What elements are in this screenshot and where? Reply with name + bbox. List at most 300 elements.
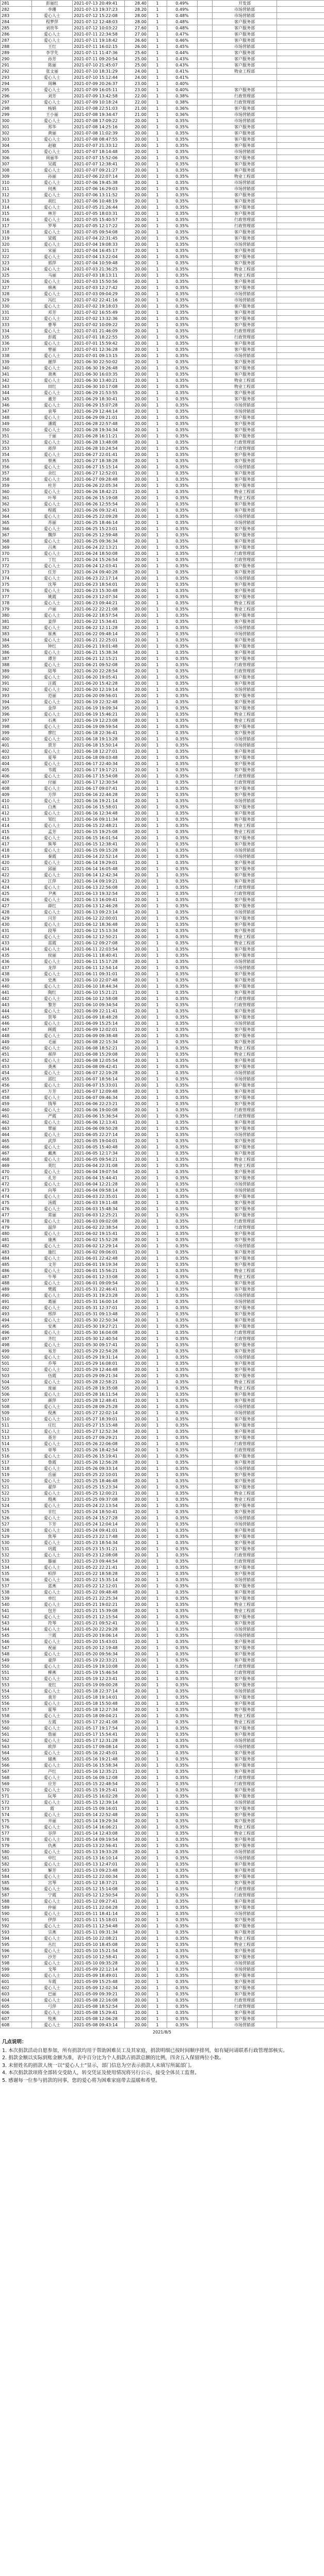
donation-count-cell: 1 — [148, 1138, 167, 1144]
donation-count-cell: 1 — [148, 1521, 167, 1528]
donation-amount-cell: 20.00 — [125, 1064, 148, 1070]
donor-name-cell: 爱心人士 — [32, 1713, 73, 1719]
row-number-cell: 381 — [1, 619, 32, 625]
blank-cell — [198, 1744, 213, 1750]
table-row — [1, 1082, 324, 1089]
donation-count-cell: 1 — [148, 347, 167, 353]
extra-blank-cell — [277, 180, 324, 186]
blank-cell — [198, 1565, 213, 1571]
department-cell: 行政管理部 — [213, 328, 277, 334]
department-cell: 客户服务部 — [213, 1905, 277, 1911]
donation-amount-cell: 20.00 — [125, 409, 148, 415]
donation-amount-cell: 20.00 — [125, 254, 148, 260]
donation-time-cell: 2021-05-22 12:12:01 — [73, 1583, 125, 1589]
donor-name-cell: 爱心人士 — [32, 266, 73, 273]
donation-percent-cell: 0.35% — [167, 1664, 198, 1670]
donation-percent-cell: 0.35% — [167, 1596, 198, 1602]
donation-count-cell: 1 — [148, 1194, 167, 1200]
donation-count-cell: 1 — [148, 1843, 167, 1849]
blank-cell — [198, 1707, 213, 1713]
table-row — [1, 613, 324, 619]
donation-time-cell: 2021-05-17 19:17:54 — [73, 1725, 125, 1732]
donation-count-cell: 1 — [148, 823, 167, 829]
donor-name-cell: 仇燕 — [32, 1843, 73, 1849]
donation-percent-cell: 0.35% — [167, 1441, 198, 1447]
department-cell: 行政管理部 — [213, 2004, 277, 2010]
table-row — [1, 1664, 324, 1670]
donation-count-cell: 1 — [148, 130, 167, 137]
donation-percent-cell: 0.35% — [167, 359, 198, 365]
department-cell: 物业工程部 — [213, 489, 277, 495]
row-number-cell: 552 — [1, 1676, 32, 1682]
department-cell: 客户服务部 — [213, 1286, 277, 1293]
donor-name-cell: 范丽 — [32, 693, 73, 699]
table-row — [1, 353, 324, 359]
donation-time-cell: 2021-05-23 09:44:54 — [73, 1558, 125, 1565]
donation-percent-cell: 0.35% — [167, 1973, 198, 1979]
donation-percent-cell: 0.35% — [167, 1070, 198, 1076]
donation-percent-cell: 0.35% — [167, 1021, 198, 1027]
table-row — [1, 742, 324, 749]
donation-percent-cell: 0.35% — [167, 1373, 198, 1379]
donor-name-cell: 爱心人士 — [32, 1602, 73, 1608]
donation-percent-cell: 0.35% — [167, 1490, 198, 1497]
donation-count-cell: 1 — [148, 1, 167, 7]
donation-count-cell: 1 — [148, 464, 167, 470]
extra-blank-cell — [277, 1744, 324, 1750]
extra-blank-cell — [277, 730, 324, 736]
row-number-cell: 466 — [1, 1144, 32, 1150]
donation-amount-cell: 20.00 — [125, 310, 148, 316]
table-row — [1, 674, 324, 681]
extra-blank-cell — [277, 1762, 324, 1769]
department-cell: 市场营销部 — [213, 625, 277, 631]
extra-blank-cell — [277, 792, 324, 798]
donation-count-cell: 1 — [148, 742, 167, 749]
blank-cell — [198, 1694, 213, 1701]
donor-name-cell: 魏萍 — [32, 532, 73, 538]
table-row — [1, 1818, 324, 1824]
donor-name-cell: 爱心人士 — [32, 1367, 73, 1373]
donation-amount-cell: 20.00 — [125, 532, 148, 538]
donation-count-cell: 1 — [148, 1293, 167, 1299]
donor-name-cell: 柏萍 — [32, 1571, 73, 1577]
donation-count-cell: 1 — [148, 1064, 167, 1070]
donation-percent-cell: 0.35% — [167, 1422, 198, 1429]
blank-cell — [198, 662, 213, 668]
blank-cell — [198, 470, 213, 477]
blank-cell — [198, 1138, 213, 1144]
donation-time-cell: 2021-06-15 19:25:08 — [73, 829, 125, 835]
table-row — [1, 594, 324, 600]
donation-percent-cell: 0.35% — [167, 452, 198, 458]
table-row — [1, 1150, 324, 1157]
donation-amount-cell: 20.00 — [125, 137, 148, 143]
donation-time-cell: 2021-06-27 22:01:41 — [73, 452, 125, 458]
department-cell: 客户服务部 — [213, 1818, 277, 1824]
donation-time-cell: 2021-06-26 09:32:41 — [73, 507, 125, 514]
department-cell: 客户服务部 — [213, 1571, 277, 1577]
donor-name-cell: 周琳 — [32, 81, 73, 87]
department-cell: 物业工程部 — [213, 1045, 277, 1052]
donor-name-cell: 爱心人士 — [32, 1960, 73, 1967]
donation-count-cell: 1 — [148, 940, 167, 946]
department-cell: 市场营销部 — [213, 575, 277, 582]
donation-percent-cell: 0.35% — [167, 1107, 198, 1113]
table-row — [1, 1175, 324, 1181]
donation-time-cell: 2021-05-14 09:19:54 — [73, 1837, 125, 1843]
donation-time-cell: 2021-07-06 19:45:38 — [73, 180, 125, 186]
donor-name-cell: 蔡燕 — [32, 458, 73, 464]
donation-time-cell: 2021-07-05 12:17:22 — [73, 223, 125, 229]
department-cell: 市场营销部 — [213, 1070, 277, 1076]
department-cell: 市场营销部 — [213, 959, 277, 965]
donation-amount-cell: 23.00 — [125, 81, 148, 87]
donation-amount-cell: 20.00 — [125, 1453, 148, 1460]
extra-blank-cell — [277, 866, 324, 872]
donor-name-cell: 殷燕 — [32, 1497, 73, 1503]
extra-blank-cell — [277, 452, 324, 458]
donation-time-cell: 2021-06-23 09:44:21 — [73, 600, 125, 606]
extra-blank-cell — [277, 681, 324, 687]
extra-blank-cell — [277, 1657, 324, 1664]
extra-blank-cell — [277, 143, 324, 149]
donation-count-cell: 1 — [148, 786, 167, 792]
department-cell: 客户服务部 — [213, 167, 277, 174]
donation-time-cell: 2021-06-10 22:07:48 — [73, 977, 125, 984]
blank-cell — [198, 1596, 213, 1602]
donation-count-cell: 1 — [148, 1936, 167, 1942]
row-number-cell: 524 — [1, 1503, 32, 1509]
department-cell: 物业工程部 — [213, 1052, 277, 1058]
row-number-cell: 441 — [1, 990, 32, 996]
donation-time-cell: 2021-06-26 12:55:54 — [73, 501, 125, 507]
donation-amount-cell: 20.00 — [125, 1398, 148, 1404]
donation-percent-cell: 0.35% — [167, 1744, 198, 1750]
donation-count-cell: 1 — [148, 1880, 167, 1886]
donor-name-cell: 爱心人士 — [32, 1218, 73, 1225]
donor-name-cell: 爱心人士 — [32, 303, 73, 310]
donation-percent-cell: 0.35% — [167, 1948, 198, 1954]
table-row — [1, 940, 324, 946]
donation-amount-cell: 20.00 — [125, 1138, 148, 1144]
extra-blank-cell — [277, 755, 324, 761]
donation-time-cell: 2021-05-27 15:15:48 — [73, 1422, 125, 1429]
donation-amount-cell: 20.00 — [125, 823, 148, 829]
table-row — [1, 1843, 324, 1849]
donation-count-cell: 1 — [148, 452, 167, 458]
donation-time-cell: 2021-07-13 20:49:41 — [73, 1, 125, 7]
extra-blank-cell — [277, 1354, 324, 1361]
donor-name-cell: 曾丽 — [32, 347, 73, 353]
department-cell: 市场营销部 — [213, 112, 277, 118]
department-cell: 物业工程部 — [213, 600, 277, 606]
donation-count-cell: 1 — [148, 1070, 167, 1076]
blank-cell — [198, 1874, 213, 1880]
donation-percent-cell: 0.35% — [167, 643, 198, 650]
donation-percent-cell: 0.35% — [167, 662, 198, 668]
department-cell: 客户服务部 — [213, 1540, 277, 1546]
donation-time-cell: 2021-05-11 18:41:14 — [73, 1911, 125, 1917]
donation-count-cell: 1 — [148, 551, 167, 557]
donation-amount-cell: 20.00 — [125, 1707, 148, 1713]
donation-time-cell: 2021-07-01 21:46:09 — [73, 328, 125, 334]
department-cell: 客户服务部 — [213, 1917, 277, 1923]
table-row — [1, 1577, 324, 1583]
department-cell: 客户服务部 — [213, 1311, 277, 1317]
blank-cell — [198, 198, 213, 205]
donation-count-cell: 1 — [148, 916, 167, 922]
donation-amount-cell: 20.00 — [125, 378, 148, 384]
extra-blank-cell — [277, 1274, 324, 1280]
donation-amount-cell: 20.00 — [125, 507, 148, 514]
department-cell: 行政管理部 — [213, 1336, 277, 1342]
donation-percent-cell: 0.35% — [167, 297, 198, 303]
table-row — [1, 1311, 324, 1317]
row-number-cell: 561 — [1, 1732, 32, 1738]
donor-name-cell: 爱心人士 — [32, 254, 73, 260]
donor-name-cell: 爱心人士 — [32, 452, 73, 458]
blank-cell — [198, 1917, 213, 1923]
donation-amount-cell: 20.00 — [125, 1373, 148, 1379]
donor-name-cell: 林芳 — [32, 211, 73, 217]
blank-cell — [198, 266, 213, 273]
extra-blank-cell — [277, 1039, 324, 1045]
donor-name-cell: 爱心人士 — [32, 1305, 73, 1311]
donation-percent-cell: 0.35% — [167, 1064, 198, 1070]
donation-time-cell: 2021-06-24 15:26:54 — [73, 557, 125, 563]
donation-amount-cell: 20.00 — [125, 1849, 148, 1855]
table-row — [1, 1719, 324, 1725]
table-row — [1, 600, 324, 606]
donation-amount-cell: 20.00 — [125, 773, 148, 779]
donor-name-cell: 爱心人士 — [32, 551, 73, 557]
table-row — [1, 254, 324, 260]
table-row — [1, 1837, 324, 1843]
blank-cell — [198, 656, 213, 662]
department-cell: 市场营销部 — [213, 520, 277, 526]
table-row — [1, 1985, 324, 1991]
donor-name-cell: 祝丽 — [32, 1645, 73, 1651]
donation-amount-cell: 20.00 — [125, 458, 148, 464]
donation-percent-cell: 0.35% — [167, 563, 198, 569]
donation-percent-cell: 0.35% — [167, 1849, 198, 1855]
row-number-cell: 525 — [1, 1509, 32, 1515]
table-row — [1, 1435, 324, 1441]
donation-percent-cell: 0.35% — [167, 699, 198, 705]
donation-count-cell: 1 — [148, 19, 167, 25]
extra-blank-cell — [277, 81, 324, 87]
extra-blank-cell — [277, 477, 324, 483]
donation-percent-cell: 0.35% — [167, 1305, 198, 1311]
donor-name-cell: 爱心人士 — [32, 848, 73, 854]
department-cell: 行政管理部 — [213, 885, 277, 891]
donation-amount-cell: 20.00 — [125, 235, 148, 242]
donation-time-cell: 2021-07-09 13:42:58 — [73, 93, 125, 99]
row-number-cell: 402 — [1, 749, 32, 755]
donation-count-cell: 1 — [148, 1058, 167, 1064]
row-number-cell: 357 — [1, 470, 32, 477]
department-cell: 市场营销部 — [213, 798, 277, 804]
donation-count-cell: 1 — [148, 50, 167, 56]
donation-amount-cell: 20.00 — [125, 2016, 148, 2022]
blank-cell — [198, 1095, 213, 1101]
extra-blank-cell — [277, 1398, 324, 1404]
donor-name-cell: 爱心人士 — [32, 1528, 73, 1534]
extra-blank-cell — [277, 1651, 324, 1657]
donation-count-cell: 1 — [148, 1268, 167, 1274]
blank-cell — [198, 273, 213, 279]
extra-blank-cell — [277, 7, 324, 13]
donation-percent-cell: 0.35% — [167, 402, 198, 409]
donation-time-cell: 2021-06-05 15:40:48 — [73, 1144, 125, 1150]
donation-amount-cell: 20.00 — [125, 316, 148, 322]
row-number-cell: 459 — [1, 1101, 32, 1107]
table-row — [1, 1188, 324, 1194]
donation-time-cell: 2021-06-16 19:21:14 — [73, 798, 125, 804]
row-number-cell: 554 — [1, 1688, 32, 1694]
blank-cell — [198, 1769, 213, 1775]
table-row — [1, 1967, 324, 1973]
row-number-cell: 566 — [1, 1762, 32, 1769]
department-cell: 物业工程部 — [213, 266, 277, 273]
extra-blank-cell — [277, 1361, 324, 1367]
donation-time-cell: 2021-07-08 19:34:47 — [73, 112, 125, 118]
donation-count-cell: 1 — [148, 1868, 167, 1874]
donor-name-cell: 秦霞 — [32, 854, 73, 860]
row-number-cell: 348 — [1, 415, 32, 421]
blank-cell — [198, 1831, 213, 1837]
donation-amount-cell: 20.00 — [125, 1670, 148, 1676]
table-row — [1, 501, 324, 507]
table-row — [1, 483, 324, 489]
donation-count-cell: 1 — [148, 1435, 167, 1441]
donation-amount-cell: 20.00 — [125, 1725, 148, 1732]
table-row — [1, 1138, 324, 1144]
table-row — [1, 965, 324, 971]
row-number-cell: 468 — [1, 1157, 32, 1163]
extra-blank-cell — [277, 1429, 324, 1435]
donation-percent-cell: 0.35% — [167, 439, 198, 446]
blank-cell — [198, 291, 213, 297]
row-number-cell: 361 — [1, 495, 32, 501]
donation-amount-cell: 20.00 — [125, 1868, 148, 1874]
donation-amount-cell: 20.00 — [125, 1824, 148, 1831]
row-number-cell: 320 — [1, 242, 32, 248]
donation-percent-cell: 0.35% — [167, 1657, 198, 1664]
donation-time-cell: 2021-05-14 16:06:21 — [73, 1824, 125, 1831]
donation-count-cell: 1 — [148, 1614, 167, 1620]
donation-amount-cell: 20.00 — [125, 223, 148, 229]
donation-time-cell: 2021-06-02 19:15:41 — [73, 1231, 125, 1237]
donor-name-cell: 申红 — [32, 1855, 73, 1861]
donation-time-cell: 2021-05-09 12:02:34 — [73, 1985, 125, 1991]
donation-count-cell: 1 — [148, 755, 167, 761]
donation-percent-cell: 0.35% — [167, 650, 198, 656]
donation-count-cell: 1 — [148, 545, 167, 551]
row-number-cell: 362 — [1, 501, 32, 507]
blank-cell — [198, 390, 213, 396]
donation-amount-cell: 20.00 — [125, 1503, 148, 1509]
blank-cell — [198, 1738, 213, 1744]
donation-amount-cell: 20.00 — [125, 848, 148, 854]
donation-count-cell: 1 — [148, 1775, 167, 1781]
row-number-cell: 485 — [1, 1262, 32, 1268]
donor-name-cell: 爱心人士 — [32, 217, 73, 223]
donation-count-cell: 1 — [148, 594, 167, 600]
donor-name-cell: 爱心人士 — [32, 1120, 73, 1126]
row-number-cell: 532 — [1, 1552, 32, 1558]
blank-cell — [198, 1441, 213, 1447]
donation-amount-cell: 20.00 — [125, 384, 148, 390]
donation-amount-cell: 20.00 — [125, 1429, 148, 1435]
donation-percent-cell: 0.35% — [167, 279, 198, 285]
donation-time-cell: 2021-05-20 12:19:48 — [73, 1645, 125, 1651]
department-cell: 客户服务部 — [213, 1583, 277, 1589]
extra-blank-cell — [277, 1330, 324, 1336]
donor-name-cell: 爱心人士 — [32, 699, 73, 705]
blank-cell — [198, 1571, 213, 1577]
donation-count-cell: 1 — [148, 124, 167, 130]
table-row — [1, 786, 324, 792]
donation-percent-cell: 0.35% — [167, 1008, 198, 1014]
row-number-cell: 425 — [1, 891, 32, 897]
donor-name-cell: 爱心人士 — [32, 1701, 73, 1707]
donation-percent-cell: 0.35% — [167, 1200, 198, 1206]
donation-time-cell: 2021-06-19 09:59:54 — [73, 724, 125, 730]
table-row — [1, 1070, 324, 1076]
table-row — [1, 804, 324, 810]
department-cell: 客户服务部 — [213, 19, 277, 25]
donor-name-cell: 爱心人士 — [32, 1787, 73, 1793]
extra-blank-cell — [277, 687, 324, 693]
donation-count-cell: 1 — [148, 415, 167, 421]
table-row — [1, 606, 324, 613]
donor-name-cell: 爱心人士 — [32, 1008, 73, 1014]
donation-amount-cell: 20.00 — [125, 1732, 148, 1738]
blank-cell — [198, 409, 213, 415]
donation-percent-cell: 0.35% — [167, 235, 198, 242]
donor-name-cell: 爱心人士 — [32, 1800, 73, 1806]
donation-time-cell: 2021-06-28 22:57:48 — [73, 421, 125, 427]
department-cell: 客户服务部 — [213, 1206, 277, 1212]
donor-name-cell: 爱心人士 — [32, 625, 73, 631]
donor-name-cell: 爱心人士 — [32, 1354, 73, 1361]
extra-blank-cell — [277, 1824, 324, 1831]
blank-cell — [198, 681, 213, 687]
department-cell: 市场营销部 — [213, 1354, 277, 1361]
donation-amount-cell: 20.00 — [125, 1818, 148, 1824]
row-number-cell: 306 — [1, 155, 32, 161]
row-number-cell: 560 — [1, 1725, 32, 1732]
donation-percent-cell: 0.35% — [167, 1231, 198, 1237]
blank-cell — [198, 106, 213, 112]
donation-percent-cell: 0.35% — [167, 841, 198, 848]
blank-cell — [198, 1979, 213, 1985]
donation-amount-cell: 20.00 — [125, 1558, 148, 1565]
table-row — [1, 1472, 324, 1478]
blank-cell — [198, 1552, 213, 1558]
extra-blank-cell — [277, 848, 324, 854]
donation-count-cell: 1 — [148, 1911, 167, 1917]
donation-percent-cell: 0.35% — [167, 1410, 198, 1416]
extra-blank-cell — [277, 705, 324, 711]
department-cell: 物业工程部 — [213, 1608, 277, 1614]
donation-time-cell: 2021-05-19 12:23:41 — [73, 1676, 125, 1682]
donation-count-cell: 1 — [148, 1286, 167, 1293]
table-row — [1, 44, 324, 50]
donation-time-cell: 2021-05-10 12:58:41 — [73, 1954, 125, 1960]
